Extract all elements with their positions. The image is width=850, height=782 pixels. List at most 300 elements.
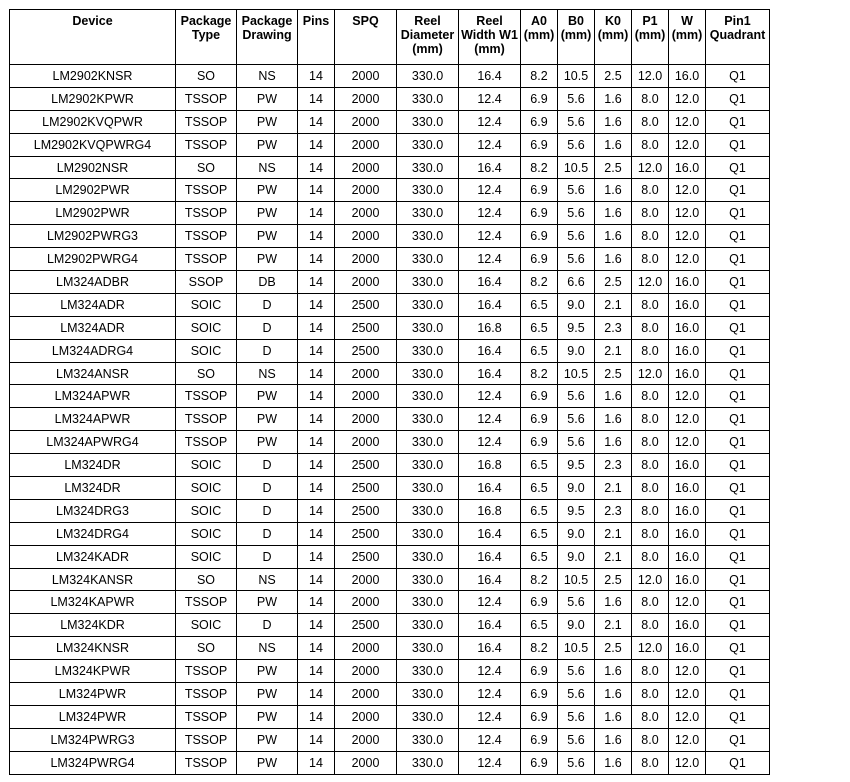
table-row — [10, 614, 770, 637]
cell-package-drawing: D — [237, 522, 298, 545]
cell-device: LM324DRG3 — [10, 499, 176, 522]
cell-a0: 6.9 — [521, 133, 558, 156]
cell-package-drawing: NS — [237, 637, 298, 660]
cell-package-type: SO — [176, 65, 237, 88]
cell-w: 12.0 — [669, 385, 706, 408]
cell-a0: 6.9 — [521, 408, 558, 431]
cell-pin1-quadrant: Q1 — [706, 591, 770, 614]
cell-pins: 14 — [298, 477, 335, 500]
header-row — [10, 10, 770, 65]
cell-w: 16.0 — [669, 362, 706, 385]
cell-device: LM324PWR — [10, 705, 176, 728]
table-row — [10, 362, 770, 385]
cell-k0: 1.6 — [595, 179, 632, 202]
cell-a0: 6.5 — [521, 545, 558, 568]
cell-package-type: TSSOP — [176, 385, 237, 408]
column-header-a0: A0 (mm) — [521, 10, 558, 65]
cell-p1: 8.0 — [632, 660, 669, 683]
cell-device: LM324DR — [10, 454, 176, 477]
cell-package-drawing: D — [237, 477, 298, 500]
cell-device: LM324KNSR — [10, 637, 176, 660]
cell-pin1-quadrant: Q1 — [706, 683, 770, 706]
cell-package-type: SOIC — [176, 454, 237, 477]
table-row — [10, 202, 770, 225]
cell-spq: 2000 — [335, 87, 397, 110]
cell-device: LM324APWRG4 — [10, 431, 176, 454]
cell-spq: 2500 — [335, 522, 397, 545]
cell-k0: 2.5 — [595, 65, 632, 88]
table-row — [10, 179, 770, 202]
cell-w: 12.0 — [669, 591, 706, 614]
cell-spq: 2000 — [335, 65, 397, 88]
cell-k0: 2.5 — [595, 271, 632, 294]
cell-b0: 5.6 — [558, 110, 595, 133]
cell-pin1-quadrant: Q1 — [706, 614, 770, 637]
cell-reel-width: 16.8 — [459, 454, 521, 477]
cell-spq: 2000 — [335, 179, 397, 202]
cell-reel-diameter: 330.0 — [397, 454, 459, 477]
cell-reel-diameter: 330.0 — [397, 362, 459, 385]
cell-k0: 2.1 — [595, 522, 632, 545]
cell-reel-width: 12.4 — [459, 591, 521, 614]
cell-pin1-quadrant: Q1 — [706, 385, 770, 408]
cell-w: 12.0 — [669, 705, 706, 728]
cell-a0: 6.5 — [521, 293, 558, 316]
cell-pins: 14 — [298, 202, 335, 225]
cell-reel-width: 16.4 — [459, 156, 521, 179]
cell-b0: 5.6 — [558, 431, 595, 454]
cell-package-type: SOIC — [176, 614, 237, 637]
cell-device: LM324PWRG4 — [10, 751, 176, 774]
cell-package-drawing: PW — [237, 202, 298, 225]
cell-package-drawing: NS — [237, 568, 298, 591]
cell-k0: 2.5 — [595, 156, 632, 179]
cell-package-drawing: NS — [237, 65, 298, 88]
cell-spq: 2000 — [335, 248, 397, 271]
cell-reel-diameter: 330.0 — [397, 660, 459, 683]
cell-package-type: SO — [176, 156, 237, 179]
cell-device: LM324DRG4 — [10, 522, 176, 545]
cell-pin1-quadrant: Q1 — [706, 408, 770, 431]
cell-package-type: TSSOP — [176, 660, 237, 683]
cell-package-drawing: PW — [237, 431, 298, 454]
cell-package-drawing: PW — [237, 751, 298, 774]
cell-spq: 2500 — [335, 454, 397, 477]
cell-pins: 14 — [298, 316, 335, 339]
cell-spq: 2000 — [335, 271, 397, 294]
table-row — [10, 477, 770, 500]
cell-reel-diameter: 330.0 — [397, 408, 459, 431]
table-row — [10, 248, 770, 271]
cell-reel-diameter: 330.0 — [397, 477, 459, 500]
cell-spq: 2500 — [335, 293, 397, 316]
cell-p1: 8.0 — [632, 683, 669, 706]
cell-k0: 2.5 — [595, 362, 632, 385]
cell-a0: 6.9 — [521, 751, 558, 774]
cell-pins: 14 — [298, 133, 335, 156]
cell-b0: 9.0 — [558, 293, 595, 316]
cell-spq: 2000 — [335, 225, 397, 248]
cell-b0: 5.6 — [558, 225, 595, 248]
cell-spq: 2000 — [335, 408, 397, 431]
column-header-pins: Pins — [298, 10, 335, 65]
cell-w: 16.0 — [669, 568, 706, 591]
table-row — [10, 339, 770, 362]
cell-pin1-quadrant: Q1 — [706, 225, 770, 248]
column-header-b0: B0 (mm) — [558, 10, 595, 65]
cell-device: LM2902PWR — [10, 202, 176, 225]
cell-reel-diameter: 330.0 — [397, 271, 459, 294]
cell-reel-width: 16.4 — [459, 362, 521, 385]
cell-reel-width: 16.4 — [459, 614, 521, 637]
cell-b0: 5.6 — [558, 179, 595, 202]
column-header-reel-width: Reel Width W1 (mm) — [459, 10, 521, 65]
cell-package-drawing: PW — [237, 87, 298, 110]
cell-device: LM324KADR — [10, 545, 176, 568]
cell-spq: 2500 — [335, 339, 397, 362]
cell-p1: 8.0 — [632, 179, 669, 202]
cell-b0: 5.6 — [558, 728, 595, 751]
cell-k0: 1.6 — [595, 225, 632, 248]
cell-package-type: TSSOP — [176, 225, 237, 248]
cell-reel-width: 12.4 — [459, 87, 521, 110]
cell-reel-width: 12.4 — [459, 408, 521, 431]
cell-b0: 5.6 — [558, 385, 595, 408]
cell-reel-diameter: 330.0 — [397, 591, 459, 614]
cell-package-type: TSSOP — [176, 248, 237, 271]
cell-k0: 1.6 — [595, 202, 632, 225]
cell-reel-diameter: 330.0 — [397, 431, 459, 454]
cell-b0: 5.6 — [558, 591, 595, 614]
cell-device: LM324PWRG3 — [10, 728, 176, 751]
cell-p1: 8.0 — [632, 110, 669, 133]
cell-reel-width: 16.8 — [459, 316, 521, 339]
cell-a0: 6.5 — [521, 316, 558, 339]
cell-pins: 14 — [298, 362, 335, 385]
cell-pin1-quadrant: Q1 — [706, 65, 770, 88]
cell-b0: 9.0 — [558, 614, 595, 637]
cell-pins: 14 — [298, 499, 335, 522]
cell-pin1-quadrant: Q1 — [706, 751, 770, 774]
cell-b0: 5.6 — [558, 133, 595, 156]
cell-reel-width: 12.4 — [459, 179, 521, 202]
cell-spq: 2000 — [335, 156, 397, 179]
cell-package-type: SO — [176, 362, 237, 385]
cell-package-drawing: PW — [237, 133, 298, 156]
cell-device: LM324ANSR — [10, 362, 176, 385]
cell-w: 16.0 — [669, 499, 706, 522]
cell-spq: 2500 — [335, 545, 397, 568]
cell-b0: 5.6 — [558, 87, 595, 110]
cell-pins: 14 — [298, 568, 335, 591]
cell-package-drawing: PW — [237, 591, 298, 614]
cell-package-drawing: PW — [237, 179, 298, 202]
cell-package-drawing: PW — [237, 248, 298, 271]
column-header-pin1-quadrant: Pin1 Quadrant — [706, 10, 770, 65]
cell-pin1-quadrant: Q1 — [706, 431, 770, 454]
cell-device: LM2902KPWR — [10, 87, 176, 110]
cell-spq: 2000 — [335, 683, 397, 706]
cell-p1: 12.0 — [632, 568, 669, 591]
cell-reel-diameter: 330.0 — [397, 248, 459, 271]
cell-spq: 2000 — [335, 705, 397, 728]
table-row — [10, 110, 770, 133]
cell-reel-width: 16.4 — [459, 568, 521, 591]
table-row — [10, 637, 770, 660]
cell-k0: 1.6 — [595, 385, 632, 408]
cell-reel-diameter: 330.0 — [397, 133, 459, 156]
cell-pin1-quadrant: Q1 — [706, 637, 770, 660]
column-header-device: Device — [10, 10, 176, 65]
cell-spq: 2000 — [335, 660, 397, 683]
cell-device: LM324APWR — [10, 408, 176, 431]
cell-a0: 8.2 — [521, 362, 558, 385]
cell-package-drawing: D — [237, 614, 298, 637]
cell-reel-diameter: 330.0 — [397, 522, 459, 545]
cell-device: LM324KDR — [10, 614, 176, 637]
cell-device: LM324ADBR — [10, 271, 176, 294]
cell-reel-diameter: 330.0 — [397, 293, 459, 316]
cell-w: 16.0 — [669, 522, 706, 545]
cell-reel-width: 12.4 — [459, 202, 521, 225]
cell-spq: 2500 — [335, 499, 397, 522]
cell-package-type: SO — [176, 568, 237, 591]
cell-b0: 10.5 — [558, 362, 595, 385]
cell-reel-diameter: 330.0 — [397, 683, 459, 706]
cell-spq: 2000 — [335, 751, 397, 774]
cell-package-drawing: PW — [237, 225, 298, 248]
cell-package-drawing: PW — [237, 385, 298, 408]
table-row — [10, 293, 770, 316]
cell-pin1-quadrant: Q1 — [706, 477, 770, 500]
table-row — [10, 568, 770, 591]
cell-pin1-quadrant: Q1 — [706, 202, 770, 225]
cell-package-type: TSSOP — [176, 133, 237, 156]
cell-pins: 14 — [298, 87, 335, 110]
cell-pin1-quadrant: Q1 — [706, 271, 770, 294]
cell-k0: 2.3 — [595, 499, 632, 522]
cell-pins: 14 — [298, 591, 335, 614]
cell-device: LM324ADRG4 — [10, 339, 176, 362]
cell-b0: 10.5 — [558, 156, 595, 179]
cell-spq: 2000 — [335, 568, 397, 591]
cell-pin1-quadrant: Q1 — [706, 133, 770, 156]
cell-a0: 6.5 — [521, 499, 558, 522]
cell-pins: 14 — [298, 248, 335, 271]
cell-reel-diameter: 330.0 — [397, 568, 459, 591]
cell-package-drawing: D — [237, 499, 298, 522]
cell-p1: 8.0 — [632, 133, 669, 156]
table-body — [10, 65, 770, 775]
cell-pin1-quadrant: Q1 — [706, 110, 770, 133]
cell-a0: 6.9 — [521, 202, 558, 225]
cell-package-drawing: PW — [237, 683, 298, 706]
cell-w: 16.0 — [669, 614, 706, 637]
cell-pins: 14 — [298, 660, 335, 683]
cell-spq: 2000 — [335, 202, 397, 225]
cell-b0: 5.6 — [558, 660, 595, 683]
cell-a0: 6.5 — [521, 339, 558, 362]
cell-pins: 14 — [298, 271, 335, 294]
cell-k0: 2.1 — [595, 477, 632, 500]
cell-package-type: TSSOP — [176, 179, 237, 202]
cell-device: LM2902PWRG3 — [10, 225, 176, 248]
cell-package-type: TSSOP — [176, 683, 237, 706]
cell-b0: 5.6 — [558, 683, 595, 706]
cell-b0: 9.5 — [558, 499, 595, 522]
cell-reel-width: 16.4 — [459, 477, 521, 500]
cell-k0: 1.6 — [595, 683, 632, 706]
cell-k0: 1.6 — [595, 728, 632, 751]
cell-pin1-quadrant: Q1 — [706, 179, 770, 202]
table-row — [10, 408, 770, 431]
cell-a0: 6.9 — [521, 179, 558, 202]
cell-p1: 8.0 — [632, 202, 669, 225]
cell-pins: 14 — [298, 522, 335, 545]
cell-pin1-quadrant: Q1 — [706, 339, 770, 362]
cell-w: 12.0 — [669, 179, 706, 202]
cell-a0: 6.9 — [521, 225, 558, 248]
cell-reel-width: 16.8 — [459, 499, 521, 522]
cell-pin1-quadrant: Q1 — [706, 316, 770, 339]
cell-reel-width: 12.4 — [459, 683, 521, 706]
cell-reel-diameter: 330.0 — [397, 87, 459, 110]
cell-b0: 10.5 — [558, 568, 595, 591]
cell-device: LM324DR — [10, 477, 176, 500]
cell-b0: 9.5 — [558, 454, 595, 477]
cell-pins: 14 — [298, 728, 335, 751]
cell-spq: 2000 — [335, 431, 397, 454]
cell-reel-width: 12.4 — [459, 225, 521, 248]
cell-device: LM324ADR — [10, 293, 176, 316]
cell-package-drawing: D — [237, 454, 298, 477]
cell-b0: 5.6 — [558, 408, 595, 431]
cell-pins: 14 — [298, 293, 335, 316]
cell-reel-diameter: 330.0 — [397, 202, 459, 225]
cell-pin1-quadrant: Q1 — [706, 87, 770, 110]
cell-w: 16.0 — [669, 271, 706, 294]
cell-reel-width: 12.4 — [459, 133, 521, 156]
cell-reel-diameter: 330.0 — [397, 179, 459, 202]
cell-a0: 6.9 — [521, 87, 558, 110]
cell-package-type: TSSOP — [176, 705, 237, 728]
table-row — [10, 65, 770, 88]
cell-k0: 1.6 — [595, 705, 632, 728]
cell-spq: 2000 — [335, 110, 397, 133]
cell-a0: 8.2 — [521, 568, 558, 591]
cell-p1: 8.0 — [632, 248, 669, 271]
table-row — [10, 133, 770, 156]
column-header-reel-diameter: Reel Diameter (mm) — [397, 10, 459, 65]
cell-device: LM324KPWR — [10, 660, 176, 683]
cell-a0: 6.9 — [521, 683, 558, 706]
cell-device: LM324KAPWR — [10, 591, 176, 614]
cell-pin1-quadrant: Q1 — [706, 545, 770, 568]
cell-p1: 8.0 — [632, 728, 669, 751]
cell-w: 12.0 — [669, 110, 706, 133]
cell-package-type: TSSOP — [176, 202, 237, 225]
tape-reel-table — [9, 9, 770, 775]
cell-pins: 14 — [298, 110, 335, 133]
cell-reel-width: 12.4 — [459, 705, 521, 728]
cell-k0: 1.6 — [595, 110, 632, 133]
cell-b0: 9.0 — [558, 522, 595, 545]
cell-p1: 8.0 — [632, 522, 669, 545]
cell-a0: 6.9 — [521, 248, 558, 271]
cell-a0: 8.2 — [521, 156, 558, 179]
cell-p1: 8.0 — [632, 87, 669, 110]
cell-w: 12.0 — [669, 408, 706, 431]
table-row — [10, 225, 770, 248]
cell-p1: 12.0 — [632, 65, 669, 88]
cell-a0: 6.9 — [521, 591, 558, 614]
cell-w: 16.0 — [669, 477, 706, 500]
cell-reel-diameter: 330.0 — [397, 728, 459, 751]
cell-w: 12.0 — [669, 225, 706, 248]
cell-device: LM2902PWR — [10, 179, 176, 202]
cell-k0: 2.1 — [595, 614, 632, 637]
cell-device: LM324ADR — [10, 316, 176, 339]
cell-package-drawing: NS — [237, 156, 298, 179]
cell-p1: 12.0 — [632, 156, 669, 179]
cell-w: 16.0 — [669, 156, 706, 179]
cell-spq: 2000 — [335, 385, 397, 408]
table-row — [10, 705, 770, 728]
cell-a0: 6.9 — [521, 431, 558, 454]
cell-reel-diameter: 330.0 — [397, 316, 459, 339]
cell-reel-width: 16.4 — [459, 293, 521, 316]
cell-pin1-quadrant: Q1 — [706, 454, 770, 477]
cell-w: 16.0 — [669, 65, 706, 88]
cell-reel-diameter: 330.0 — [397, 499, 459, 522]
table-row — [10, 728, 770, 751]
column-header-p1: P1 (mm) — [632, 10, 669, 65]
cell-reel-diameter: 330.0 — [397, 637, 459, 660]
cell-package-drawing: D — [237, 545, 298, 568]
cell-b0: 5.6 — [558, 705, 595, 728]
cell-p1: 8.0 — [632, 477, 669, 500]
cell-pins: 14 — [298, 637, 335, 660]
cell-p1: 12.0 — [632, 271, 669, 294]
cell-k0: 1.6 — [595, 133, 632, 156]
column-header-package-drawing: Package Drawing — [237, 10, 298, 65]
cell-p1: 8.0 — [632, 705, 669, 728]
cell-b0: 9.0 — [558, 545, 595, 568]
cell-reel-diameter: 330.0 — [397, 110, 459, 133]
table-row — [10, 591, 770, 614]
cell-a0: 8.2 — [521, 65, 558, 88]
table-row — [10, 271, 770, 294]
cell-reel-width: 12.4 — [459, 385, 521, 408]
cell-reel-width: 16.4 — [459, 65, 521, 88]
cell-pins: 14 — [298, 408, 335, 431]
cell-package-type: TSSOP — [176, 408, 237, 431]
cell-a0: 6.5 — [521, 454, 558, 477]
cell-pins: 14 — [298, 683, 335, 706]
cell-w: 16.0 — [669, 316, 706, 339]
cell-pins: 14 — [298, 705, 335, 728]
cell-b0: 5.6 — [558, 248, 595, 271]
cell-a0: 6.9 — [521, 385, 558, 408]
cell-b0: 6.6 — [558, 271, 595, 294]
cell-a0: 6.9 — [521, 660, 558, 683]
cell-k0: 1.6 — [595, 248, 632, 271]
cell-device: LM324PWR — [10, 683, 176, 706]
column-header-spq: SPQ — [335, 10, 397, 65]
cell-a0: 8.2 — [521, 637, 558, 660]
cell-pins: 14 — [298, 156, 335, 179]
cell-pins: 14 — [298, 431, 335, 454]
